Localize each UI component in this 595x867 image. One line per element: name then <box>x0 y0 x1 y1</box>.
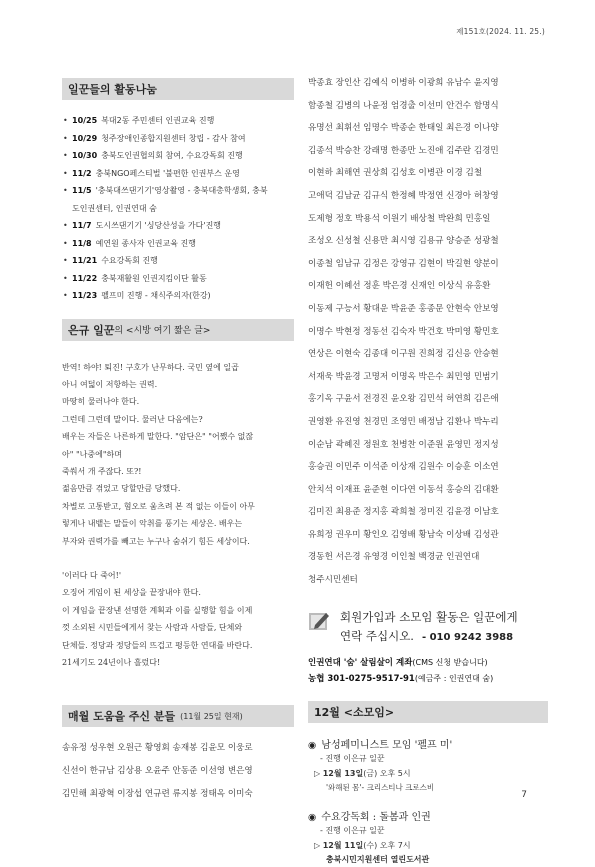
activity-item <box>62 270 294 288</box>
poem-line: 반역! 하야! 퇴진! 구호가 난무하다. 국민 옆에 일곱 <box>62 362 239 372</box>
activity-item <box>62 182 294 217</box>
activity-item <box>62 217 294 235</box>
activity-date: 11/8 <box>72 238 92 248</box>
poem-subtitle: 의 <시방 여기 짧은 글> <box>114 326 211 336</box>
donor-names-line: 김민해 최광혁 이장섭 연규련 류지봉 정태옥 이미숙 <box>62 788 253 799</box>
activity-item <box>62 235 294 253</box>
donor-names-line: 송유정 성우현 오원근 황영회 송재봉 김윤모 이웅로 <box>62 743 253 754</box>
pencil-memo-icon <box>308 610 330 632</box>
poem-line: 마땅히 물러나야 한다. <box>62 397 140 407</box>
activity-item <box>62 252 294 270</box>
donors-title: 매월 도움을 주신 분들 <box>68 710 176 724</box>
poem-line: 아니 여덟이 저항하는 권력. <box>62 379 158 389</box>
donor-names-line: 김미진 최용준 정지홍 곽희철 정미진 김윤경 이남호 <box>308 507 499 518</box>
gathering-date: 12월 11일 <box>322 840 364 850</box>
account-holder: (예금주 : 인권연대 숨) <box>414 673 494 683</box>
poem-line: 21세기도 24년이나 흘렀다! <box>62 658 161 667</box>
activity-date: 10/30 <box>72 151 98 160</box>
activity-text: 충북재활원 인권지킴이단 활동 <box>101 273 207 283</box>
poem-line: 젊음만큼 겪었고 당할만큼 당했다. <box>62 484 181 494</box>
activity-date: 11/2 <box>72 168 92 178</box>
poem-line: 렇게나 내뱉는 말들이 악취를 풍기는 세상은. 배우는 <box>62 519 243 529</box>
activity-text: 예연원 종사자 인권교육 진행 <box>95 238 196 248</box>
poem-line <box>62 550 294 567</box>
activity-item <box>62 147 294 165</box>
gathering-date: 12월 13일 <box>322 768 364 778</box>
bullet-circle-icon: ◉ <box>308 739 317 751</box>
donor-names-line: 박종효 장인산 김예식 이병하 이광희 유남수 윤지영 <box>308 78 499 88</box>
donor-names-line: 이동제 구능서 황대운 박윤준 홍종문 안현숙 안보영 <box>308 303 499 314</box>
activity-date: 11/22 <box>72 273 98 283</box>
donor-names-line: 권영환 유진영 천경민 조영민 배정남 김환나 박누리 <box>308 416 499 427</box>
activity-item <box>62 287 294 305</box>
right-column <box>308 78 548 867</box>
donors-right-list <box>308 72 548 592</box>
page-number: 7 <box>521 790 527 800</box>
donor-names-line: 안치석 이재표 윤준현 이다연 이동석 홍승의 김대환 <box>308 484 499 495</box>
poem-line: 오징어 게임이 된 세상을 끝장내야 한다. <box>62 588 201 598</box>
activity-text: 도시쓰댄기기 '싱당산성을 가다'진행 <box>95 221 222 230</box>
donor-names-line: 이종철 임남규 김정은 강영규 김현이 박길현 양분이 <box>308 258 499 269</box>
activity-text: 충북도인권협의회 참여, 수요강독회 진행 <box>101 151 243 160</box>
donors-left-list <box>62 737 294 805</box>
gathering-place: 충북시민지원센터 열린도서관 <box>326 854 430 864</box>
donor-names-line: 경동헌 서은경 유영경 이인철 백경균 인권연대 <box>308 552 480 563</box>
poem-line: 그런데 그런데 말이다. 물러난 다음에는? <box>62 414 203 424</box>
activity-date: 11/21 <box>72 256 98 265</box>
gathering-host: - 진행 이은규 일꾼 <box>320 753 385 763</box>
poem-line: 부자와 권력가를 빼고는 누구나 숨쉬기 힘든 세상이다. <box>62 536 250 546</box>
gathering-item <box>308 736 548 795</box>
join-phone: - 010 9242 3988 <box>421 631 514 643</box>
poem-line: '이러다 다 죽어!' <box>62 570 122 580</box>
activity-text-cont: 도인권센터, 인권연대 숨 <box>72 203 157 213</box>
activity-item <box>62 130 294 148</box>
poem-line: 아" "나중에"하며 <box>62 449 122 459</box>
poem-line: 차별로 고통받고, 혐오로 움츠려 본 적 없는 이들이 아무 <box>62 501 255 511</box>
activity-text: '충북대쓰댄기기'영상촬영 - 충북대총학생회, 충북 <box>95 186 268 195</box>
poem-line: 단체들. 정당과 정당들의 뜨겁고 평등한 연대를 바란다. <box>62 640 253 650</box>
donor-names-line: 신선이 한규남 김상용 오윤주 안동준 이선영 변은영 <box>62 766 253 776</box>
donor-names-line: 이재헌 이혜선 정훈 박은경 신재인 이상식 유홍환 <box>308 281 491 292</box>
gathering-time: (수) 오후 7시 <box>363 840 411 850</box>
activity-text: 충북NGO페스티벌 '불편한 인권부스 운영 <box>95 168 240 178</box>
donor-names-line: 홍승권 이민주 이석준 이상재 김원수 이승훈 이소연 <box>308 462 499 473</box>
account-info <box>308 655 548 687</box>
gathering-time: (금) 오후 5시 <box>363 768 411 778</box>
gatherings-header <box>308 701 548 723</box>
issue-label: 제151호(2024. 11. 25.) <box>456 27 545 36</box>
activity-text: 복대2동 주민센터 인권교육 진행 <box>101 116 215 125</box>
gathering-place: '와해된 몸'- 크리스티나 크로스비 <box>326 782 435 792</box>
donor-names-line: 홍기옥 구윤서 전경진 윤오왕 김민석 허연희 김은애 <box>308 394 499 405</box>
gathering-name: 수요강독회 : 돌봄과 인권 <box>321 811 431 823</box>
donor-names-line: 도제형 정호 박용석 이원기 배상철 박완희 민홍일 <box>308 213 491 224</box>
account-name-note: (CMS 신청 받습니다) <box>412 657 488 667</box>
poem-header <box>62 319 294 341</box>
join-notice <box>308 608 548 647</box>
activity-date: 11/7 <box>72 221 92 230</box>
bullet-circle-icon: ◉ <box>308 811 317 823</box>
poem-line: 배우는 자들은 나른하게 말한다. "암단은" "어쨌수 없잖 <box>62 432 254 442</box>
account-name: 인권연대 '숨' 살림살이 계좌 <box>308 657 413 668</box>
account-number: 농협 301-0275-9517-91 <box>308 673 415 684</box>
activities-header <box>62 78 294 100</box>
activity-date: 10/25 <box>72 116 98 125</box>
donor-names-line: 이명수 박현정 정동선 김숙자 박건호 박미영 황민호 <box>308 326 499 337</box>
donors-note: (11월 25일 현재) <box>180 711 243 721</box>
join-line2: 연락 주십시오. <box>340 628 414 643</box>
activities-title: 일꾼들의 활동나눔 <box>68 83 157 96</box>
activities-list <box>62 112 294 305</box>
donor-names-line: 서재욱 박윤경 고명저 이명옥 박은수 최민영 민범기 <box>308 371 499 382</box>
gathering-host: - 진행 이은규 일꾼 <box>320 825 385 835</box>
activity-item <box>62 165 294 183</box>
donors-header <box>62 705 294 727</box>
donor-names-line: 이순남 곽혜진 정원호 천병찬 이준원 윤영민 정지성 <box>308 439 499 450</box>
donor-names-line: 연상은 이현숙 김종대 이구원 진희정 김신응 안승현 <box>308 349 499 360</box>
poem-line: 죽쒀서 개 주잖다. 또?! <box>62 466 142 476</box>
gathering-item <box>308 808 548 867</box>
poem-line: 껏 소외된 시민들에게서 찾는 사람과 사람들, 단체와 <box>62 623 243 633</box>
donor-names-line: 유희정 권우미 황인오 김영배 황남숙 이상배 김성관 <box>308 529 499 540</box>
activity-text: 펠프미 진행 - 채식주의자(한강) <box>101 291 211 300</box>
poem-author: 은규 일꾼 <box>68 323 115 337</box>
donor-names-line: 김종석 박승찬 강래명 한종만 노진애 김주란 김경민 <box>308 145 499 156</box>
donor-names-line: 함종철 김병의 나윤정 엄경출 이선미 안건수 함명식 <box>308 100 499 111</box>
activity-text: 청주장애인종합지원센터 창립 - 감사 참여 <box>101 133 246 143</box>
left-column <box>62 78 294 805</box>
gatherings-list <box>308 736 548 867</box>
donor-names-line: 이현하 최해연 권상희 김성호 이병관 이경 김철 <box>308 168 483 179</box>
donor-names-line: 고애덕 김남균 김규식 한정혜 박정연 신경아 허창영 <box>308 190 499 201</box>
activity-item <box>62 112 294 130</box>
activity-date: 11/5 <box>72 186 92 195</box>
gathering-name: 남성페미니스트 모임 '펠프 미' <box>321 739 453 751</box>
donor-names-line: 청주시민센터 <box>308 575 358 586</box>
donor-names-line: 조성오 신성철 신용만 최시영 김용규 양승준 성광철 <box>308 236 499 247</box>
gatherings-title: 12월 <소모임> <box>314 705 395 719</box>
poem-text <box>62 359 294 672</box>
activity-date: 11/23 <box>72 291 98 300</box>
activity-date: 10/29 <box>72 133 98 143</box>
triangle-right-icon: ▷ <box>314 768 323 778</box>
poem-line: 이 게임을 끝장낸 선명한 계획과 이를 실행할 힘을 이제 <box>62 605 253 615</box>
join-line1: 회원가입과 소모임 활동은 일꾼에게 <box>340 609 518 624</box>
donor-names-line: 유명선 최휘선 임명수 박종순 한태일 최은경 이나양 <box>308 123 499 134</box>
activity-text: 수요강독회 진행 <box>101 256 158 265</box>
triangle-right-icon: ▷ <box>314 840 323 850</box>
